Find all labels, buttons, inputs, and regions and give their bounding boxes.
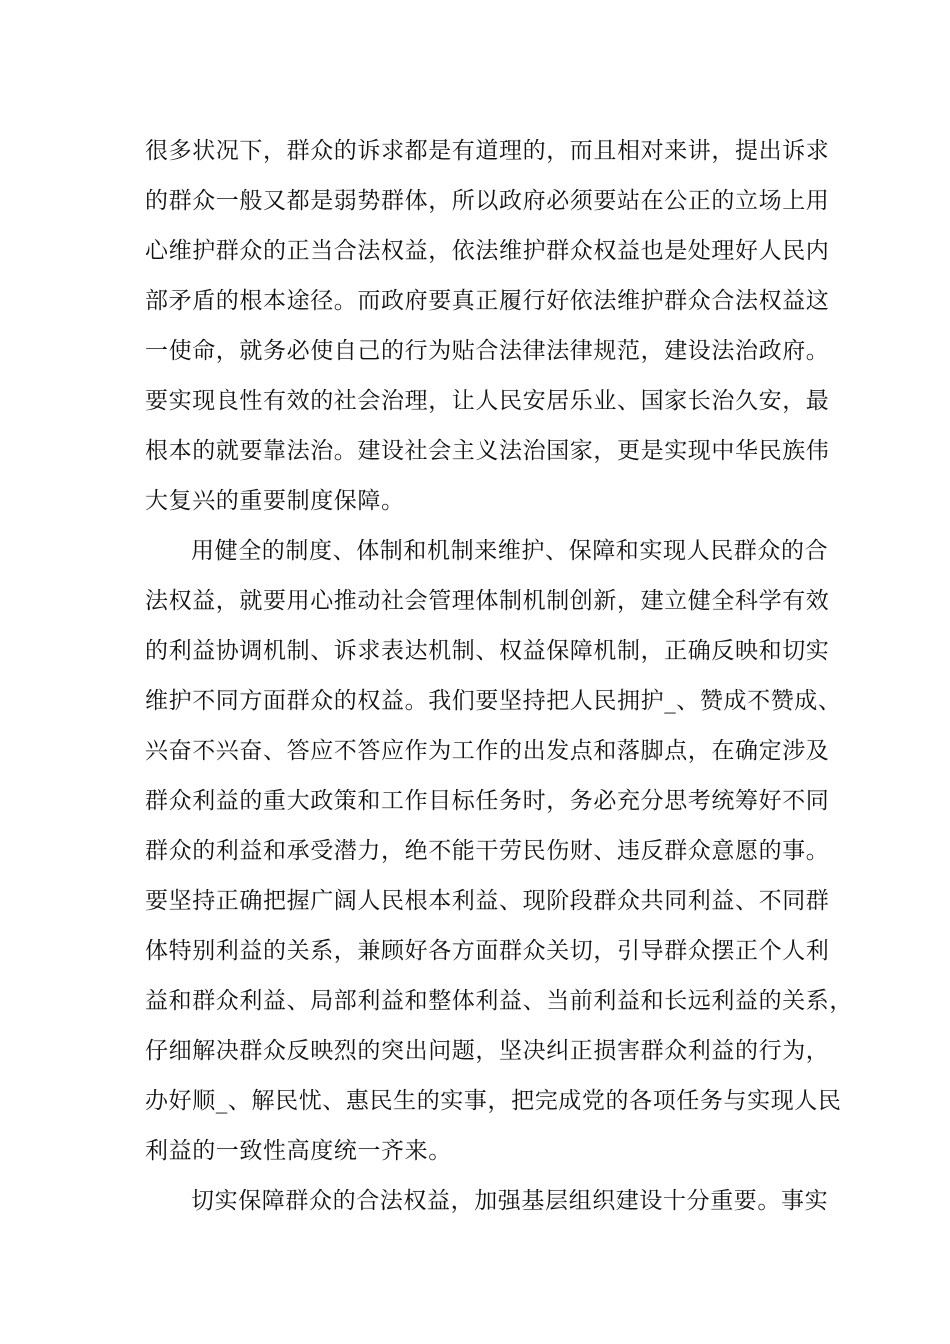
paragraph-3 (145, 1176, 829, 1226)
text-line: 一使命，就务必使自己的行为贴合法律法律规范，建设法治政府。 (145, 338, 830, 364)
text-line: 心维护群众的正当合法权益，依法维护群众权益也是处理好人民内 (145, 238, 830, 264)
text-line: 的利益协调机制、诉求表达机制、权益保障机制，正确反映和切实 (145, 638, 830, 664)
text-line: 群众利益的重大政策和工作目标任务时，务必充分思考统筹好不同 (145, 788, 830, 814)
text-line: 部矛盾的根本途径。而政府要真正履行好依法维护群众合法权益这 (145, 288, 830, 314)
document-body (145, 126, 853, 1226)
text-line: 要实现良性有效的社会治理，让人民安居乐业、国家长治久安，最 (145, 388, 830, 414)
text-line: 利益的一致性高度统一齐来。 (145, 1138, 452, 1164)
text-line: 仔细解决群众反映烈的突出问题，坚决纠正损害群众利益的行为， (145, 1038, 830, 1064)
text-line: 体特别利益的关系，兼顾好各方面群众关切，引导群众摆正个人利 (145, 938, 830, 964)
text-line: 根本的就要靠法治。建设社会主义法治国家，更是实现中华民族伟 (145, 438, 830, 464)
paragraph-2 (145, 526, 853, 1176)
text-line: 兴奋不兴奋、答应不答应作为工作的出发点和落脚点，在确定涉及 (145, 738, 830, 764)
text-line: 法权益，就要用心推动社会管理体制机制创新，建立健全科学有效 (145, 588, 830, 614)
text-line: 维护不同方面群众的权益。我们要坚持把人民拥护_、赞成不赞成、 (145, 688, 842, 714)
text-line: 很多状况下，群众的诉求都是有道理的，而且相对来讲，提出诉求 (145, 138, 830, 164)
text-line: 用健全的制度、体制和机制来维护、保障和实现人民群众的合 (191, 538, 829, 564)
text-line: 的群众一般又都是弱势群体，所以政府必须要站在公正的立场上用 (145, 188, 830, 214)
text-line: 要坚持正确把握广阔人民根本利益、现阶段群众共同利益、不同群 (145, 888, 830, 914)
text-line: 益和群众利益、局部利益和整体利益、当前利益和长远利益的关系， (145, 988, 853, 1014)
text-line: 切实保障群众的合法权益，加强基层组织建设十分重要。事实 (191, 1188, 829, 1214)
text-line: 群众的利益和承受潜力，绝不能干劳民伤财、违反群众意愿的事。 (145, 838, 830, 864)
text-line: 办好顺_、解民忧、惠民生的实事，把完成党的各项任务与实现人民 (145, 1088, 842, 1114)
text-line: 大复兴的重要制度保障。 (145, 488, 405, 514)
paragraph-1 (145, 126, 830, 526)
